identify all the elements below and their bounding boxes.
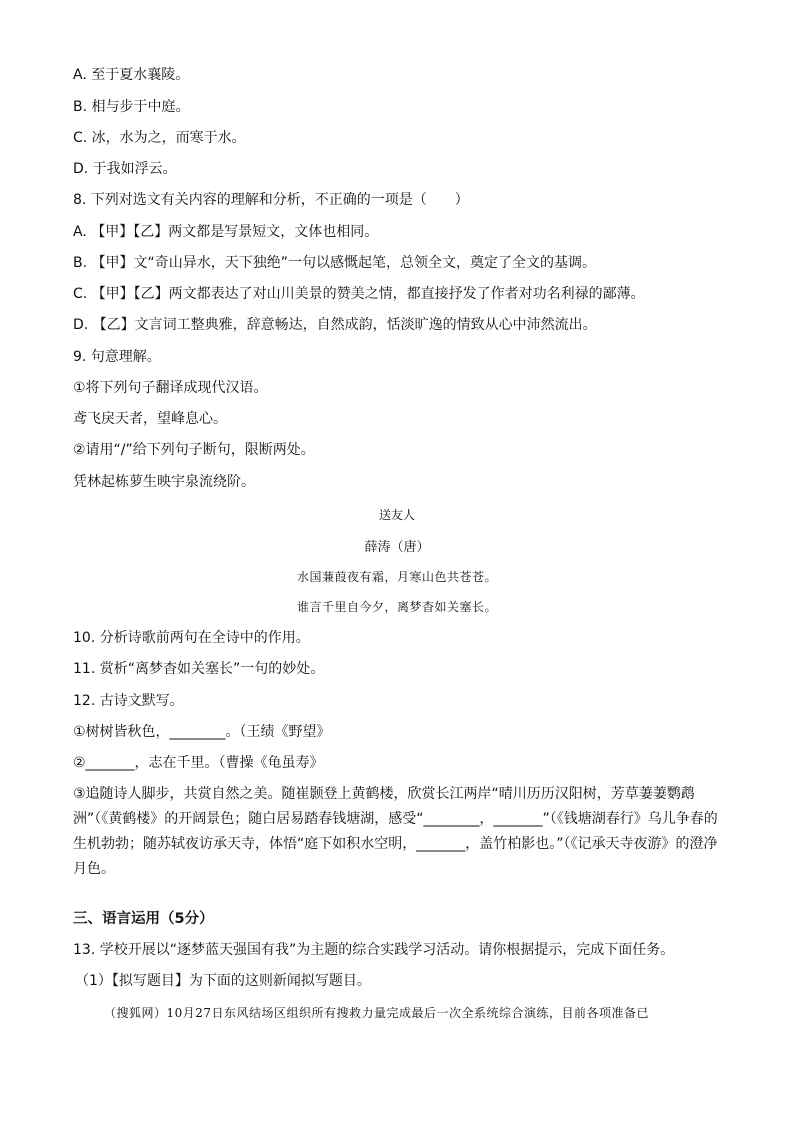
q9-sentence-2: 凭林起栋萝生映宇泉流绕阶。	[73, 474, 255, 490]
news-text: （搜狐网）10月27日东风结场区组织所有搜救力量完成最后一次全系统综合演练，目前各项准备已	[104, 1006, 650, 1020]
q8-option-c: C. 【甲】【乙】两文都表达了对山川美景的赞美之情，都直接抒发了作者对功名利禄的鄙薄。	[73, 286, 645, 302]
question-10: 10. 分析诗歌前两句在全诗中的作用。	[73, 630, 310, 646]
question-13: 13. 学校开展以“逐梦蓝天强国有我”为主题的综合实践学习活动。请你根据提示，完成下面任务。	[73, 942, 675, 958]
q12-item-1: ①树树皆秋色，________。（王绩《野望》	[73, 724, 331, 740]
option-a: A. 至于夏水襄陵。	[73, 67, 190, 83]
question-11: 11. 赏析“离梦杳如关塞长”一句的妙处。	[73, 661, 325, 677]
q8-option-b: B. 【甲】文“奇山异水，天下独绝”一句以感慨起笔，总领全文，奠定了全文的基调。	[73, 255, 597, 271]
poem-title: 送友人	[378, 508, 415, 522]
q12-item-2: ②_______，志在千里。（曹操《龟虽寿》	[73, 755, 324, 771]
q12-item-3: ③追随诗人脚步，共赏自然之美。随崔颢登上黄鹤楼，欣赏长江两岸“晴川历历汉阳树，芳草萋萋鹦鹉洲”（《黄鹤楼》的开阔景色；随白居易踏春钱塘湖，感受“________，_______”（《钱塘湖春行》乌儿争春的生机勃勃；随苏轼夜访承天寺，体悟“庭下如积水空明，_______，盖竹柏影也。”（《记承天寺夜游》的澄净月色。	[73, 786, 718, 877]
q9-sentence-1: 鸢飞戾天者，望峰息心。	[73, 411, 227, 427]
q8-option-a: A. 【甲】【乙】两文都是写景短文，文体也相同。	[73, 224, 379, 240]
q13-part-1: （1）【拟写题目】为下面的这则新闻拟写题目。	[75, 973, 371, 989]
question-12: 12. 古诗文默写。	[73, 693, 184, 709]
poem-author: 薛涛（唐）	[364, 540, 430, 555]
q8-option-d: D. 【乙】文言词工整典雅，辞意畅达，自然成韵，恬淡旷逸的情致从心中沛然流出。	[73, 317, 597, 333]
option-d: D. 于我如浮云。	[73, 161, 177, 177]
poem-line-2: 谁言千里自今夕，离梦杳如关塞长。	[296, 600, 497, 614]
poem-line-1: 水国蒹葭夜有霜，月寒山色共苍苍。	[296, 570, 497, 584]
option-b: B. 相与步于中庭。	[73, 99, 190, 115]
question-8: 8. 下列对选文有关内容的理解和分析，不正确的一项是（ ）	[73, 192, 469, 208]
question-9: 9. 句意理解。	[73, 349, 161, 365]
q9-part-1: ①将下列句子翻译成现代汉语。	[73, 380, 268, 396]
option-c: C. 冰，水为之，而寒于水。	[73, 130, 246, 146]
q9-part-2: ②请用“/”给下列句子断句，限断两处。	[73, 442, 315, 458]
section-heading: 三、语言运用（5分）	[73, 911, 214, 927]
